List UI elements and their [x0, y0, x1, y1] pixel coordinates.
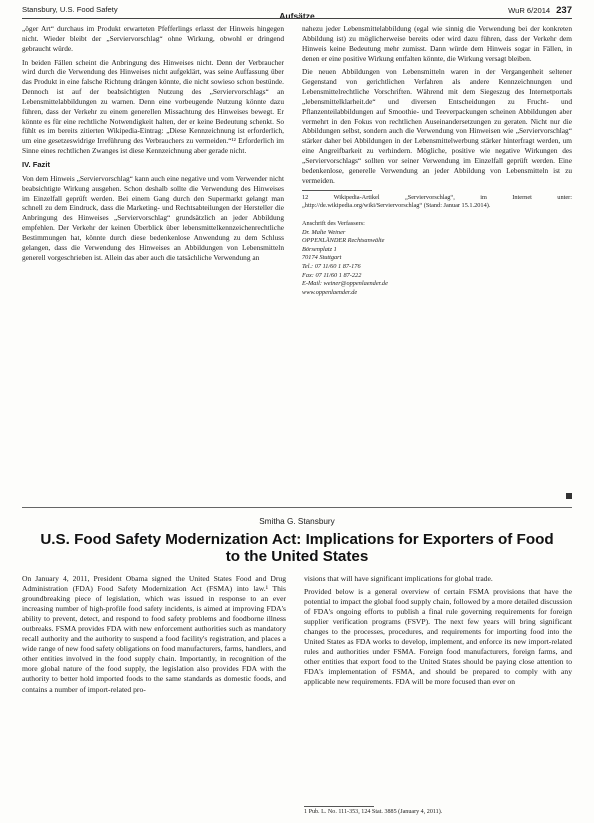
journal-issue [508, 5, 572, 16]
address-email: E-Mail: weiner@oppenlaender.de [302, 280, 388, 288]
address-street: Börsenplatz 1 [302, 245, 337, 253]
author-address [302, 220, 572, 297]
header-rule [22, 18, 572, 19]
address-name: Dr. Malte Weiner [302, 228, 346, 236]
page-number: 237 [556, 5, 572, 16]
paragraph: In beiden Fällen scheint die Anbringung des Hinweises nicht. Denn der Verbraucher wird durch die Verwendung des Hinweises nicht aufgeklärt, was seine Auffassung über das Produkt in eine falsche Richtung drängen könnte, die nicht sowieso schon bestünde. Dennoch ist auf der beabsichtigten Nutzung des „Serviervorschlags“ an Lebensmittelabbildungen zu warnen. Denn eine vorbeugende Nutzung könnte dazu führen, dass der Verkehr zu einem generellen Missachtung des Hinweises bewegt. Er könnte es für eine rechtliche Notwendigkeit halten, der er keine Bedeutung schenkt. So fühlt es im bereits zitierten Wikipedia-Eintrag: „Diese Kennzeichnung ist erforderlich, um eine gesetzeswidrige Irreführung des Verbrauchers zu vermeiden.“¹² Erforderlich im Sinne eines rechtlichen Zwanges ist diese Kennzeichnung aber gerade nicht. [22, 57, 284, 156]
article-title: U.S. Food Safety Modernization Act: Implications for Exporters of Food to the United States [40, 531, 554, 565]
address-tel: Tel.: 07 11/60 1 87-176 [302, 263, 361, 271]
paragraph: Provided below is a general overview of certain FSMA provisions that have the potential to impact the global food supply chain, followed by a more detailed discussion of FDA's ongoing efforts to publish a final rule governing requirements for foreign supplier verification programs (FSVP). The next few years will bring significant changes to the processes, procedures, and requirements for importing food into the United States as FDA works to develop, implement, and enforce its new import-related rules and authorities under FSMA. Foreign food manufacturers, foreign farms, and other entities that export food to the United States should be paying close attention to FDA's implementation of FSMA, and should be prepared to comply with any applicable new requirements. FDA will be more focused than ever on [304, 587, 572, 687]
article-right-column [304, 574, 572, 691]
paragraph: Von dem Hinweis „Serviervorschlag“ kann auch eine negative und vom Verwender nicht beabsichtigte Wirkung ausgehen. Schon deshalb sollte die Verwendung des Hinweises im Einzelfall geprüft werden. Bei einem Gang durch den Supermarkt gelangt man schnell zu dem Eindruck, dass die Marketing- und Rechtsabteilungen der Hersteller die Anbringung des Hinweises „Serviervorschlag“ grundsätzlich an jeder Abbildung empfehlen. Der Verkehr der keinen Überblick über lebensmittelkennzeichenrechtliche Bestimmungen hat, könnte durch diese bedenkenlose Anwendung zu dem Schluss gelangen, dass die Verwendung des Hinweises an Abbildungen von Lebensmitteln generell vorgeschrieben ist. Allein das aber auch die tatsächliche Verwendung an [22, 173, 284, 262]
article-separator [22, 507, 572, 508]
top-left-column [22, 24, 284, 266]
journal-name: WuR 6/2014 [508, 6, 551, 15]
end-of-article-mark [566, 493, 572, 499]
address-firm: OPPENLÄNDER Rechtsanwälte [302, 237, 385, 245]
running-header [22, 2, 572, 21]
address-fax: Fax: 07 11/60 1 87-222 [302, 271, 362, 279]
footnote-rule [304, 806, 374, 807]
section-heading-fazit: IV. Fazit [22, 159, 50, 169]
running-header-left: Stansbury, U.S. Food Safety [22, 5, 118, 14]
section-label: Aufsätze [279, 11, 315, 21]
article-footnote-area [304, 806, 572, 817]
footnote: 12 Wikipedia-Artikel „Serviervorschlag“, im Internet unter: „http://de.wikipedia.org/wiki/Serviervorschlag“ (Stand: Januar 15.1.2014). [302, 193, 572, 209]
top-right-column [302, 24, 572, 297]
address-heading: Anschrift des Verfassers: [302, 220, 365, 228]
paragraph: „öger Art“ durchaus im Produkt erwarteten Pfefferlings erlasst der Hinweis hingegen nicht. Wieder bleibt der „Serviervorschlag“ ohne Wirkung, obwohl er dringend gebraucht würde. [22, 24, 284, 53]
footnote: 1 Pub. L. No. 111-353, 124 Stat. 3885 (January 4, 2011). [304, 809, 443, 815]
paragraph: Die neuen Abbildungen von Lebensmitteln waren in der Vergangenheit seltener Gegenstand von gerichtlichen Verfahren als andere Kennzeichnungen und Lebensmittelrechtliche Vorschriften. Während mit dem Siegeszug des Internetportals „lebensmittelklarheit.de“ und diversen Entscheidungen zu Frucht- und Pflanzenteilabbildungen auf Smoothie- und Teeverpackungen scheinen Abbildungen aber vermehrt in den Fokus von rechtlichen Auseinandersetzungen zu geraten. Nicht nur die Abbildungen selbst, sondern auch die Verwendung von Hinweisen wie „Serviervorschlag“ stärker daher bei Abbildungen in der Lebensmittelwerbung stärker hinterfragt werden, um eine Angreifbarkeit zu verhindern. Mögliche, positive wie negative Wirkungen des „Serviervorschlags“ sollten vor seiner Verwendung im Einzelfall geprüft werden. Eine bedenkenlose, generelle Verwendung an jeder Abbildung von Lebensmitteln ist zu vermeiden. [302, 67, 572, 185]
address-web: www.oppenlaender.de [302, 288, 358, 296]
article-left-column [22, 574, 286, 698]
paragraph: nahezu jeder Lebensmittelabbildung (egal wie sinnig die Verwendung bei der konkreten Abbildung ist) zu möglicherweise bereits oder wird dazu führen, dass der Verkehr dem Hinweis keine Bedeutung mehr zumisst. Dann würde dem Hinweis sogar in Fällen, in denen er eine positive Wirkung entfalten könnte, die Wirkung versagt bleiben. [302, 24, 572, 63]
article-author: Smitha G. Stansbury [259, 517, 335, 526]
address-city: 70174 Stuttgart [302, 254, 342, 262]
paragraph: visions that will have significant implications for global trade. [304, 574, 493, 583]
footnote-rule [302, 190, 372, 191]
paragraph: On January 4, 2011, President Obama signed the United States Food and Drug Administration (FDA) Food Safety Modernization Act (FSMA) into law.¹ This groundbreaking piece of legislation, which was issued in response to an ever increasing number of high-profile food safety incidents, is aimed at improving FDA's ability to prevent, detect, and respond to food safety problems and foodborne illness outbreaks. FSMA provides FDA with new enforcement authorities such as mandatory recall authority and the authority to suspend a food facility's registration, and places a wide range of new food safety obligations on food manufacturers, farms, handlers, and other entities involved in the food supply chain. Importantly, in recognition of the more global nature of the food supply, the legislation also provides FDA with the authority to better hold imported foods to the same standards as domestic foods, and contains a number of import-related pro- [22, 574, 286, 694]
